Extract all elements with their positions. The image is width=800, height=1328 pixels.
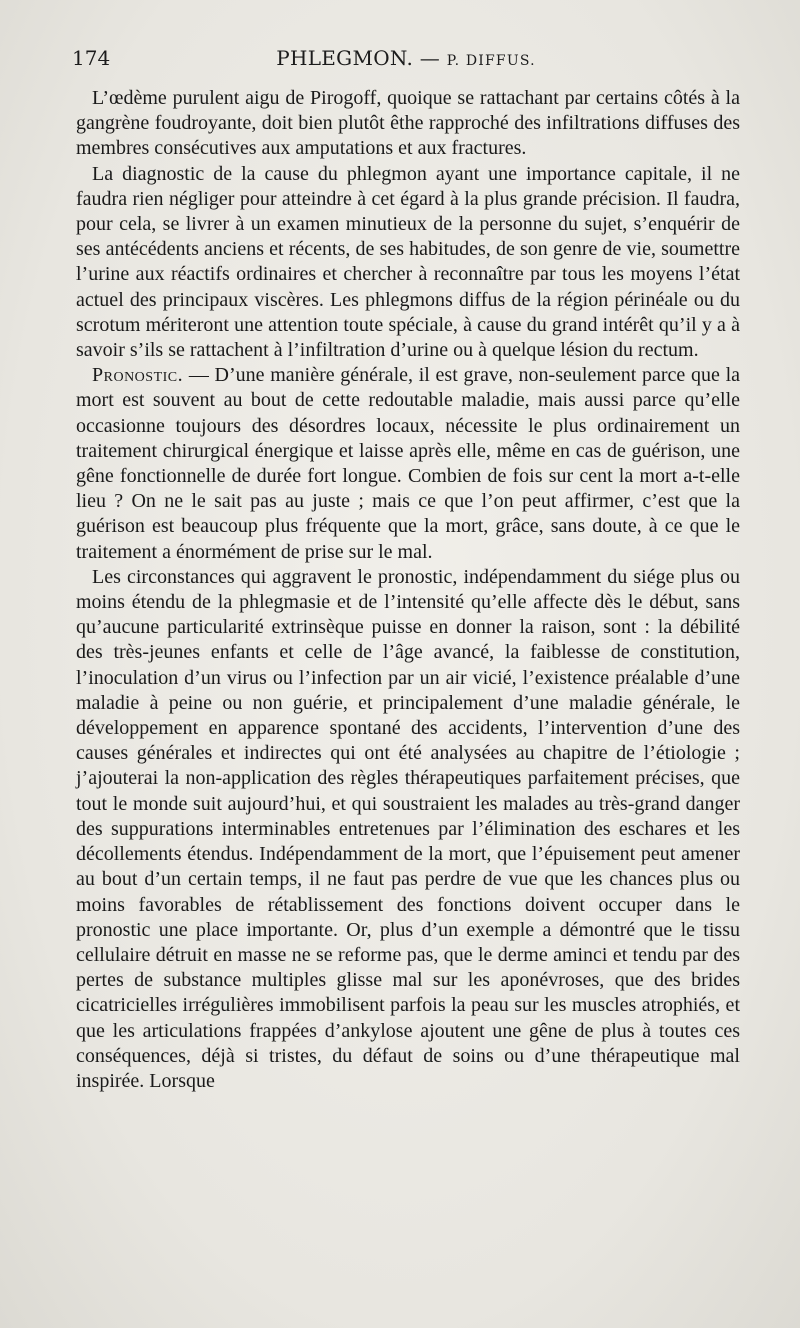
page-number: 174: [72, 46, 111, 70]
paragraph-diagnostic: La diagnostic de la cause du phlegmon ayant une importance capitale, il ne faudra rien négliger pour atteindre à cet égard à la plus grande précision. Il faudra, pour cela, se livrer à un examen minutieux de la personne du sujet, s’enquérir de ses antécédents anciens et récents, de ses habitudes, de son genre de vie, soumettre l’urine aux réactifs ordinaires et chercher à reconnaître par tous les moyens l’état actuel des principaux viscères. Les phlegmons diffus de la région périnéale ou du scrotum mériteront une attention toute spéciale, à cause du grand intérêt qu’il y a à savoir s’ils se rattachent à l’infiltration d’urine ou à quelque lésion du rectum.: [76, 162, 740, 362]
running-head-title: PHLEGMON.: [276, 46, 414, 70]
running-head-subtitle: P. DIFFUS.: [446, 53, 536, 69]
running-head-dash: —: [419, 46, 441, 70]
paragraph-circonstances: Les circonstances qui aggravent le pronostic, indépendamment du siége plus ou moins étendu de la phlegmasie et de l’intensité qu’elle affecte dès le début, sans qu’aucune particularité extrinsèque puisse en donner la raison, sont : la débilité des très-jeunes enfants et celle de l’âge avancé, la faiblesse de constitution, l’inoculation d’un virus ou l’infection par un air vicié, l’existence préalable d’une maladie à peine ou non guérie, et principalement d’une maladie générale, le développement en apparence spontané des accidents, l’intervention d’une des causes générales et indirectes qui ont été analysées au chapitre de l’étiologie ; j’ajouterai la non-application des règles thérapeutiques parfaitement précises, que tout le monde suit aujourd’hui, et qui soustraient les malades au très-grand danger des suppurations interminables entretenues par l’élimination des eschares et les décollements étendus. Indépendamment de la mort, que l’épuisement peut amener au bout d’un certain temps, il ne faut pas perdre de vue que les chances plus ou moins favorables de rétablissement des fonctions doivent occuper dans le pronostic une place importante. Or, plus d’un exemple a démontré que le tissu cellulaire détruit en masse ne se reforme pas, que le derme aminci et tendu par des pertes de substance multiples glisse mal sur les aponévroses, que des brides cicatricielles irrégulières immobilisent parfois la peau sur les muscles atrophiés, et que les articulations frappées d’ankylose ajoutent une gêne de plus à toutes ces conséquences, déjà si tristes, du défaut de soins ou d’une thérapeutique mal inspirée. Lorsque: [76, 565, 740, 1092]
paragraph-pronostic: [76, 363, 740, 565]
pronostic-text: — D’une manière générale, il est grave, non-seulement parce que la mort est souvent au bout de cette redoutable maladie, mais aussi parce qu’elle occasionne toujours des désordres locaux, nécessite le plus ordinairement un traitement chirurgical énergique et laisse après elle, même en cas de guérison, une gêne fonctionnelle de durée fort longue. Combien de fois sur cent la mort a-t-elle lieu ? On ne le sait pas au juste ; mais ce que l’on peut affirmer, c’est que la guérison est beaucoup plus fréquente que la mort, grâce, sans doute, à ce que le traitement a énormément de prise sur le mal.: [76, 364, 740, 563]
page-header: [72, 46, 740, 74]
pronostic-label: Pronostic.: [92, 364, 184, 387]
running-head: [72, 46, 740, 70]
body-text: [76, 86, 740, 1094]
paragraph-oedeme: L’œdème purulent aigu de Pirogoff, quoique se rattachant par certains côtés à la gangrène foudroyante, doit bien plutôt êthe rapproché des infiltrations diffuses des membres consécutives aux amputations et aux fractures.: [76, 87, 740, 160]
